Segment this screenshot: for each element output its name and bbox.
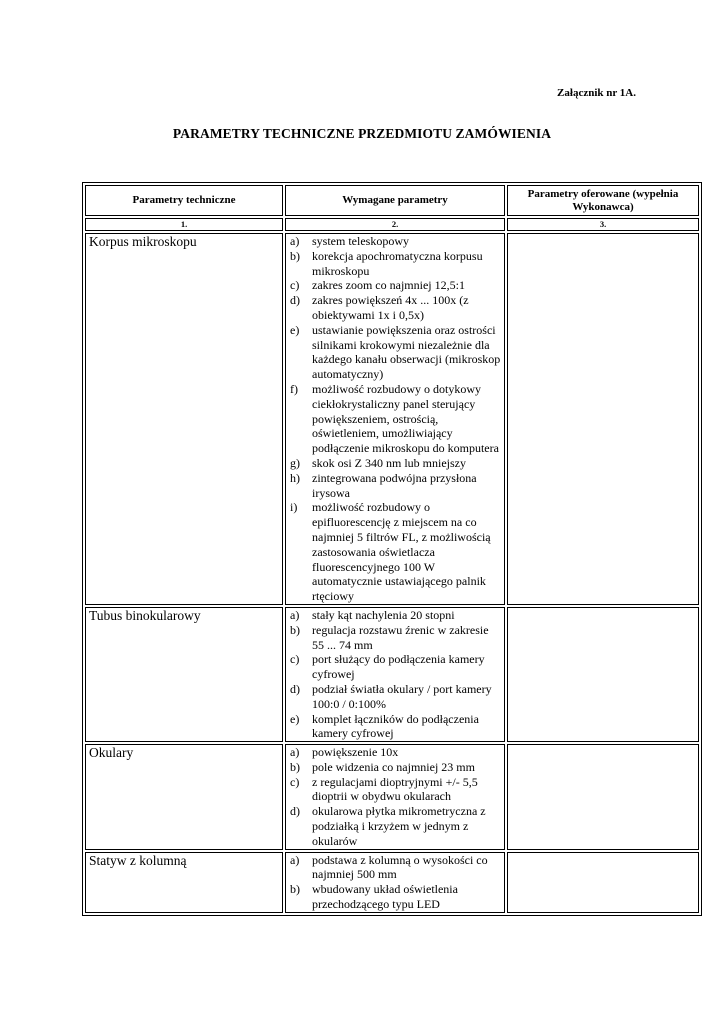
category-cell: Tubus binokularowy: [85, 607, 283, 742]
item-text: możliwość rozbudowy o dotykowy ciekłokrystaliczny panel sterujący powiększeniem, ostrością, oświetleniem, umożliwiający podłączenie mikroskopu do komputera: [312, 381, 499, 456]
item-label: c): [290, 278, 300, 293]
item-label: c): [290, 652, 300, 667]
required-parameters-cell: [285, 744, 505, 850]
parameter-list: [286, 234, 504, 604]
column-number-1: 1.: [85, 218, 283, 231]
header-required-parameters: Wymagane parametry: [285, 185, 505, 216]
item-label: a): [290, 607, 300, 622]
table-row: [85, 852, 699, 913]
table-header-row: [85, 185, 699, 216]
item-label: a): [290, 852, 300, 867]
parameter-list: [286, 608, 504, 741]
item-label: b): [290, 622, 300, 637]
item-label: a): [290, 745, 300, 760]
item-label: e): [290, 322, 300, 337]
list-item: [286, 804, 504, 848]
item-label: b): [290, 248, 300, 263]
category-cell: Okulary: [85, 744, 283, 850]
offered-parameters-cell[interactable]: [507, 852, 699, 913]
list-item: [286, 623, 504, 653]
list-item: [286, 608, 504, 623]
list-item: [286, 853, 504, 883]
table-row: [85, 607, 699, 742]
column-number-3: 3.: [507, 218, 699, 231]
item-label: d): [290, 681, 300, 696]
item-text: zakres powiększeń 4x ... 100x (z obiektywami 1x i 0,5x): [312, 293, 469, 322]
item-text: korekcja apochromatyczna korpusu mikroskopu: [312, 248, 483, 278]
item-text: powiększenie 10x: [312, 745, 399, 760]
list-item: [286, 249, 504, 279]
column-number-2: 2.: [285, 218, 505, 231]
item-text: regulacja rozstawu źrenic w zakresie 55 ... 74 mm: [312, 622, 489, 652]
annex-label: Załącznik nr 1A.: [557, 87, 636, 99]
list-item: [286, 278, 504, 293]
offered-parameters-cell[interactable]: [507, 744, 699, 850]
category-cell: Korpus mikroskopu: [85, 233, 283, 605]
required-parameters-cell: [285, 852, 505, 913]
category-cell: Statyw z kolumną: [85, 852, 283, 913]
item-label: e): [290, 711, 300, 726]
list-item: [286, 682, 504, 712]
list-item: [286, 456, 504, 471]
item-label: f): [290, 381, 298, 396]
table-row: [85, 233, 699, 605]
item-text: skok osi Z 340 nm lub mniejszy: [312, 455, 466, 470]
item-label: h): [290, 470, 300, 485]
item-text: podział światła okulary / port kamery 100:0 / 0:100%: [312, 681, 492, 711]
list-item: [286, 293, 504, 323]
offered-parameters-cell[interactable]: [507, 233, 699, 605]
item-label: d): [290, 804, 300, 819]
item-text: podstawa z kolumną o wysokości co najmniej 500 mm: [312, 852, 488, 882]
offered-parameters-cell[interactable]: [507, 607, 699, 742]
item-text: komplet łączników do podłączenia kamery cyfrowej: [312, 711, 479, 741]
list-item: [286, 775, 504, 805]
list-item: [286, 323, 504, 382]
item-text: okularowa płytka mikrometryczna z podziałką i krzyżem w jednym z okularów: [312, 804, 486, 848]
item-text: port służący do podłączenia kamery cyfrowej: [312, 652, 485, 682]
parameter-list: [286, 853, 504, 912]
item-label: a): [290, 234, 300, 248]
item-label: d): [290, 293, 300, 308]
required-parameters-cell: [285, 233, 505, 605]
list-item: [286, 234, 504, 249]
item-label: c): [290, 774, 300, 789]
item-label: b): [290, 759, 300, 774]
parameter-list: [286, 745, 504, 849]
item-text: system teleskopowy: [312, 234, 409, 248]
list-item: [286, 712, 504, 742]
item-text: możliwość rozbudowy o epifluorescencję z miejscem na co najmniej 5 filtrów FL, z możliwością zastosowania oświetlacza fluorescencyjnego 100 W automatycznie ustawiającego palnik rtęciowy: [312, 500, 491, 604]
item-label: i): [290, 500, 298, 515]
header-offered-parameters: Parametry oferowane (wypełnia Wykonawca): [507, 185, 699, 216]
list-item: [286, 382, 504, 456]
item-text: zintegrowana podwójna przysłona irysowa: [312, 470, 477, 500]
item-text: wbudowany układ oświetlenia przechodzącego typu LED: [312, 882, 458, 912]
item-text: stały kąt nachylenia 20 stopni: [312, 607, 455, 622]
document-title: PARAMETRY TECHNICZNE PRZEDMIOTU ZAMÓWIENIA: [172, 126, 552, 141]
item-text: ustawianie powiększenia oraz ostrości silnikami krokowymi niezależnie dla każdego kanału obserwacji (mikroskop automatyczny): [312, 322, 501, 382]
column-number-row: [85, 218, 699, 231]
technical-parameters-table: [82, 182, 702, 916]
required-parameters-cell: [285, 607, 505, 742]
list-item: [286, 745, 504, 760]
item-text: pole widzenia co najmniej 23 mm: [312, 759, 475, 774]
item-label: g): [290, 455, 300, 470]
item-label: b): [290, 882, 300, 897]
list-item: [286, 500, 504, 604]
table-row: [85, 744, 699, 850]
item-text: zakres zoom co najmniej 12,5:1: [312, 278, 465, 293]
header-technical-parameters: Parametry techniczne: [85, 185, 283, 216]
list-item: [286, 652, 504, 682]
list-item: [286, 760, 504, 775]
list-item: [286, 471, 504, 501]
list-item: [286, 882, 504, 912]
item-text: z regulacjami dioptryjnymi +/- 5,5 dioptrii w obydwu okularach: [312, 774, 478, 804]
